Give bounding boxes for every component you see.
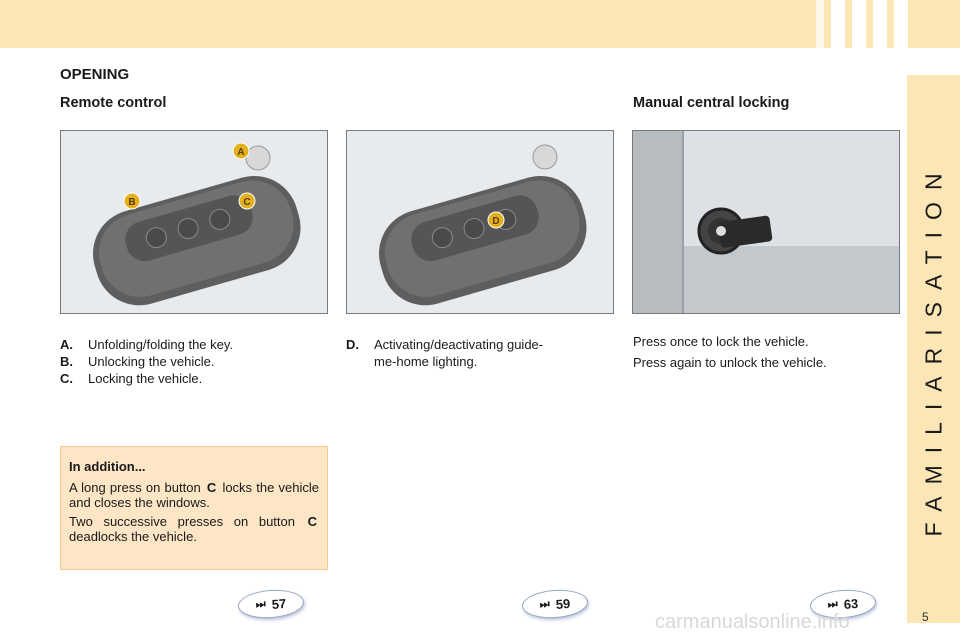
svg-text:B: B bbox=[128, 197, 136, 208]
lighting-key-photo bbox=[346, 130, 614, 314]
skip-forward-icon: ⏭ bbox=[255, 597, 267, 611]
note-paragraph: A long press on button C locks the vehicle and closes the windows. bbox=[69, 480, 319, 510]
chapter-tab[interactable] bbox=[907, 75, 960, 623]
svg-text:C: C bbox=[243, 197, 251, 208]
page-number: 5 bbox=[922, 610, 929, 624]
svg-text:D: D bbox=[492, 216, 500, 227]
manual-line: Press again to unlock the vehicle. bbox=[633, 355, 827, 370]
item-key: A. bbox=[60, 337, 73, 352]
list-item bbox=[60, 336, 233, 353]
header-stripes bbox=[816, 0, 908, 48]
section-title: OPENING bbox=[60, 66, 130, 83]
remote-control-heading: Remote control bbox=[60, 95, 167, 111]
header-band bbox=[0, 0, 960, 48]
item-text: Unfolding/folding the key. bbox=[88, 337, 234, 352]
item-key: B. bbox=[60, 354, 73, 369]
manual-line: Press once to lock the vehicle. bbox=[633, 334, 809, 349]
lighting-functions-list bbox=[346, 336, 546, 370]
door-lock-photo bbox=[632, 130, 900, 314]
skip-forward-icon: ⏭ bbox=[827, 597, 839, 611]
note-title: In addition... bbox=[69, 459, 146, 474]
ref-page: 57 bbox=[271, 595, 287, 612]
item-key: C. bbox=[60, 371, 73, 386]
item-text: Unlocking the vehicle. bbox=[88, 354, 215, 369]
list-item bbox=[60, 353, 233, 370]
callout-b bbox=[124, 193, 140, 209]
manual-locking-text bbox=[633, 333, 827, 375]
note-paragraph: Two successive presses on button C deadlocks the vehicle. bbox=[69, 514, 317, 544]
ref-page: 59 bbox=[555, 595, 571, 612]
remote-functions-list bbox=[60, 336, 233, 387]
remote-key-photo bbox=[60, 130, 328, 314]
list-item bbox=[346, 336, 546, 370]
skip-forward-icon: ⏭ bbox=[539, 597, 551, 611]
callout-c bbox=[239, 193, 255, 209]
item-key: D. bbox=[346, 337, 359, 352]
page-reference-59[interactable] bbox=[521, 588, 589, 621]
chapter-tab-label: FAMILIARISATION bbox=[920, 161, 946, 537]
item-text: Locking the vehicle. bbox=[88, 371, 203, 386]
callout-d bbox=[488, 212, 504, 228]
additional-info-box bbox=[60, 446, 328, 570]
item-text: Activating/deactivating guide-me-home lighting. bbox=[374, 337, 544, 369]
callout-a bbox=[233, 143, 249, 159]
watermark: carmanualsonline.info bbox=[655, 611, 850, 633]
ref-page: 63 bbox=[843, 595, 859, 612]
page-reference-57[interactable] bbox=[237, 588, 305, 621]
list-item bbox=[60, 370, 233, 387]
manual-locking-heading: Manual central locking bbox=[633, 95, 790, 111]
svg-text:A: A bbox=[237, 147, 245, 158]
